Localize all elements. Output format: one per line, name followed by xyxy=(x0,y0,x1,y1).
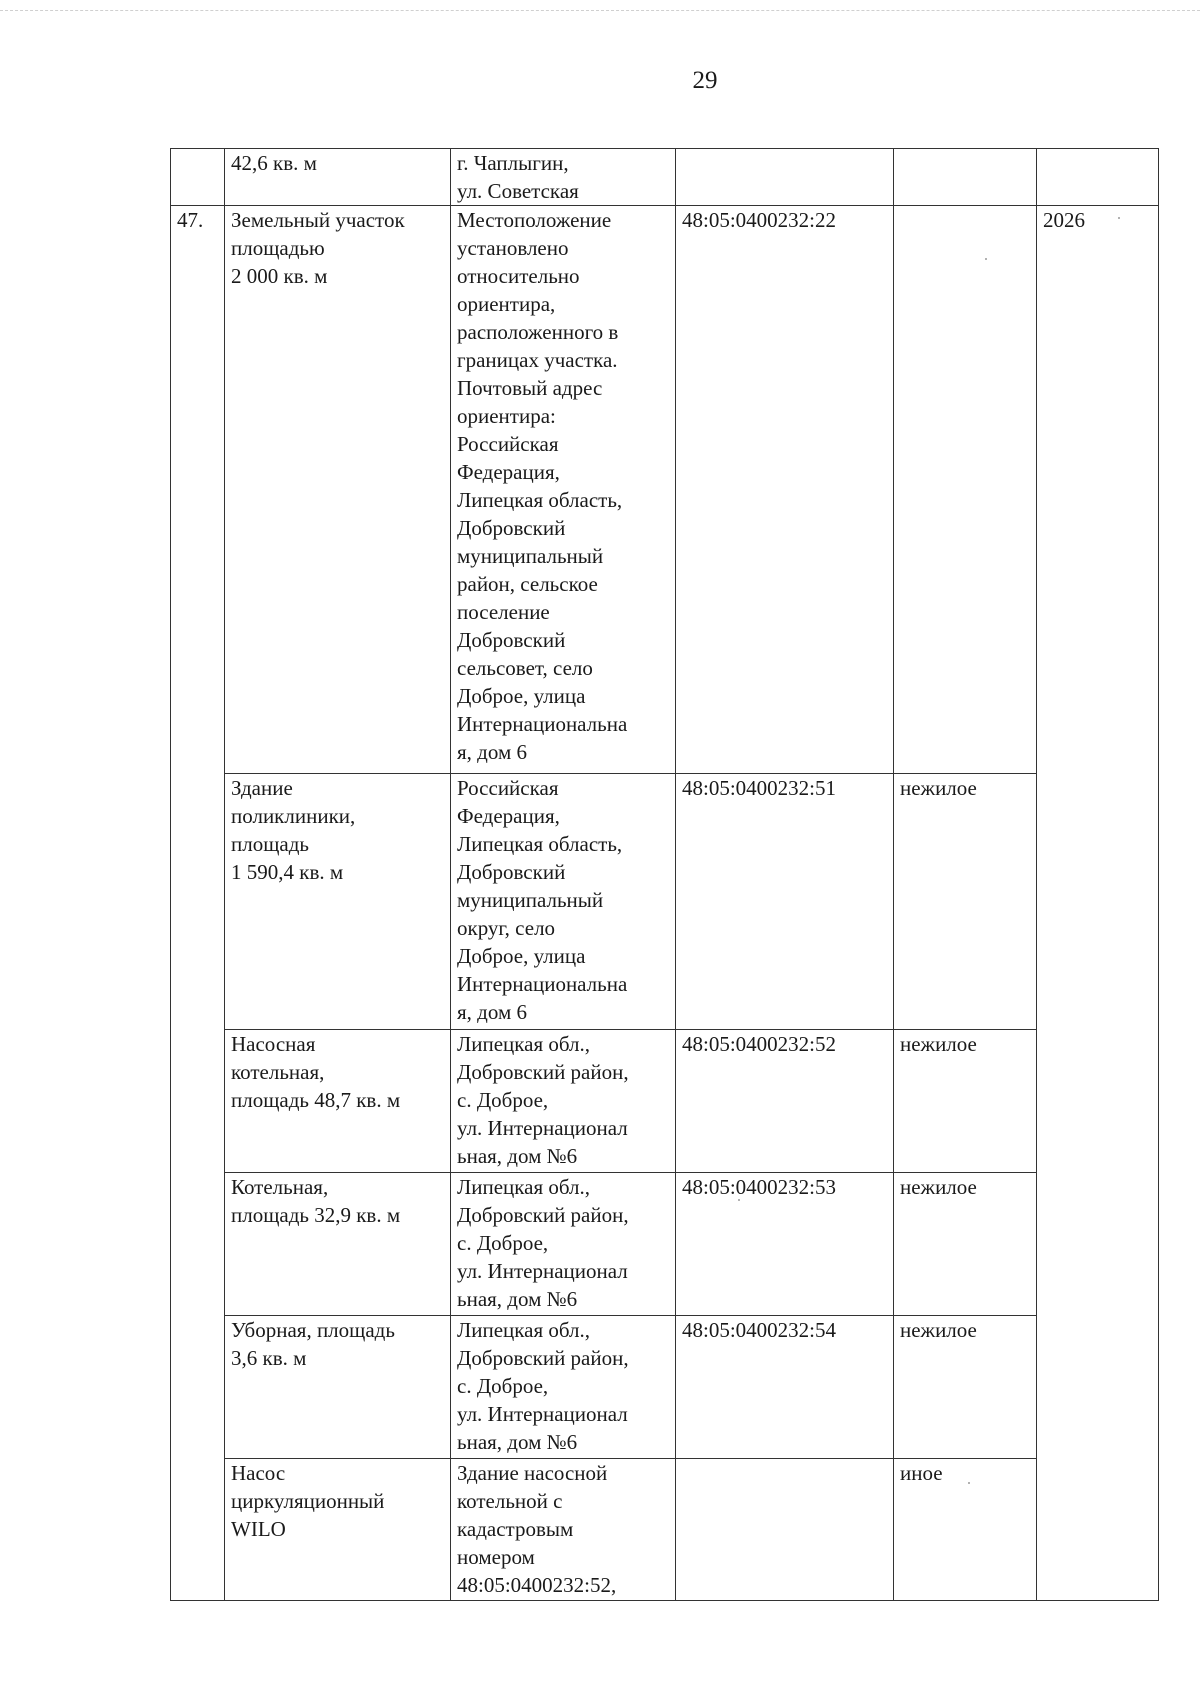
table-row-47-land-plot xyxy=(171,206,1159,774)
cell-address: Российская Федерация, Липецкая область, Добровский муниципальный округ, село Доброе, улица Интернациональна я, дом 6 xyxy=(451,774,676,1030)
cell-cadastral-number: 48:05:0400232:51 xyxy=(676,774,894,1030)
cell-object-type xyxy=(894,206,1037,774)
cell-cadastral-number xyxy=(676,1459,894,1601)
cell-object-name: Насосная котельная, площадь 48,7 кв. м xyxy=(225,1030,451,1173)
cell-address: г. Чаплыгин, ул. Советская xyxy=(451,149,676,206)
cell-number xyxy=(171,149,225,206)
table-row-47-boiler-house xyxy=(171,1173,1159,1316)
cell-object-type: нежилое xyxy=(894,1030,1037,1173)
cell-address: Липецкая обл., Добровский район, с. Доброе, ул. Интернационал ьная, дом №6 xyxy=(451,1173,676,1316)
table-row-continuation xyxy=(171,149,1159,206)
cell-address: Местоположение установлено относительно ориентира, расположенного в границах участка. Почтовый адрес ориентира: Российская Федерация, Липецкая область, Добровский муниципальный район, сельское поселение Добровский сельсовет, село Доброе, улица Интернациональна я, дом 6 xyxy=(451,206,676,774)
cell-address: Липецкая обл., Добровский район, с. Доброе, ул. Интернационал ьная, дом №6 xyxy=(451,1030,676,1173)
table-row-47-polyclinic xyxy=(171,774,1159,1030)
cell-address: Липецкая обл., Добровский район, с. Доброе, ул. Интернационал ьная, дом №6 xyxy=(451,1316,676,1459)
page-number: 29 xyxy=(692,67,718,94)
cell-object-name: Насос циркуляционный WILO xyxy=(225,1459,451,1601)
table-row-47-circulation-pump xyxy=(171,1459,1159,1601)
scan-speck xyxy=(738,1199,740,1201)
scan-top-edge xyxy=(0,10,1200,11)
cell-object-name: Земельный участок площадью 2 000 кв. м xyxy=(225,206,451,774)
cell-object-type xyxy=(894,149,1037,206)
scan-speck xyxy=(1118,217,1120,219)
cell-object-type: нежилое xyxy=(894,1173,1037,1316)
scan-speck xyxy=(968,1482,970,1484)
table-row-47-pump-boiler-house xyxy=(171,1030,1159,1173)
cell-cadastral-number: 48:05:0400232:52 xyxy=(676,1030,894,1173)
cell-object-name: 42,6 кв. м xyxy=(225,149,451,206)
cell-object-name: Уборная, площадь 3,6 кв. м xyxy=(225,1316,451,1459)
cell-cadastral-number: 48:05:0400232:22 xyxy=(676,206,894,774)
cell-cadastral-number: 48:05:0400232:54 xyxy=(676,1316,894,1459)
cell-object-type: нежилое xyxy=(894,1316,1037,1459)
table-row-47-restroom xyxy=(171,1316,1159,1459)
cell-year xyxy=(1037,149,1159,206)
cell-cadastral-number xyxy=(676,149,894,206)
cell-object-name: Котельная, площадь 32,9 кв. м xyxy=(225,1173,451,1316)
cell-object-type: нежилое xyxy=(894,774,1037,1030)
property-registry-table xyxy=(170,148,1159,1601)
scan-speck xyxy=(985,258,987,260)
cell-year: 2026 xyxy=(1037,206,1159,1601)
cell-object-name: Здание поликлиники, площадь 1 590,4 кв. м xyxy=(225,774,451,1030)
cell-cadastral-number: 48:05:0400232:53 xyxy=(676,1173,894,1316)
cell-object-type: иное xyxy=(894,1459,1037,1601)
cell-address: Здание насосной котельной с кадастровым номером 48:05:0400232:52, xyxy=(451,1459,676,1601)
cell-row-number: 47. xyxy=(171,206,225,1601)
